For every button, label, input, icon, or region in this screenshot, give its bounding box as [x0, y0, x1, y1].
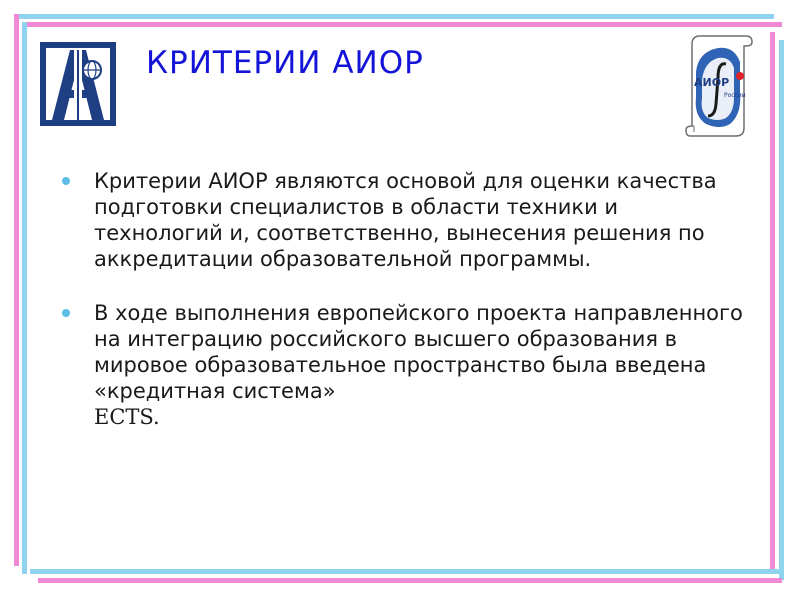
aior-russia-logo	[684, 32, 754, 140]
aior-emblem-logo	[40, 42, 116, 126]
frame-bottom-cyan-line	[30, 569, 782, 574]
bullet-marker-icon	[62, 177, 70, 185]
ects-label: ECTS.	[94, 405, 160, 429]
frame-left-cyan-line	[22, 22, 27, 574]
bullet-text	[94, 300, 744, 430]
bullet-item	[62, 300, 762, 430]
aior-russia-logo-bottom-label: России	[724, 92, 746, 99]
aior-russia-logo-top-label: АИОР	[694, 76, 730, 89]
bullet-item	[62, 168, 762, 272]
bullet-text: Критерии АИОР являются основой для оценки качества подготовки специалистов в области техники и технологий и, соответственно, вынесения решения по аккредитации образовательной программы.	[94, 169, 717, 271]
frame-left-magenta-line	[14, 14, 19, 566]
frame-bottom-magenta-line	[38, 578, 782, 583]
slide-content	[62, 168, 762, 458]
frame-right-magenta-line	[770, 32, 775, 572]
bullet-marker-icon	[62, 309, 70, 317]
frame-top-cyan-line	[14, 14, 774, 19]
slide-title: КРИТЕРИИ АИОР	[146, 45, 424, 81]
bullet-text-main: В ходе выполнения европейского проекта направленного на интеграцию российского высшего образования в мировое образовательное пространство была введена «кредитная система»	[94, 301, 743, 403]
frame-top-magenta-line	[22, 22, 782, 27]
frame-right-cyan-line	[779, 40, 784, 580]
